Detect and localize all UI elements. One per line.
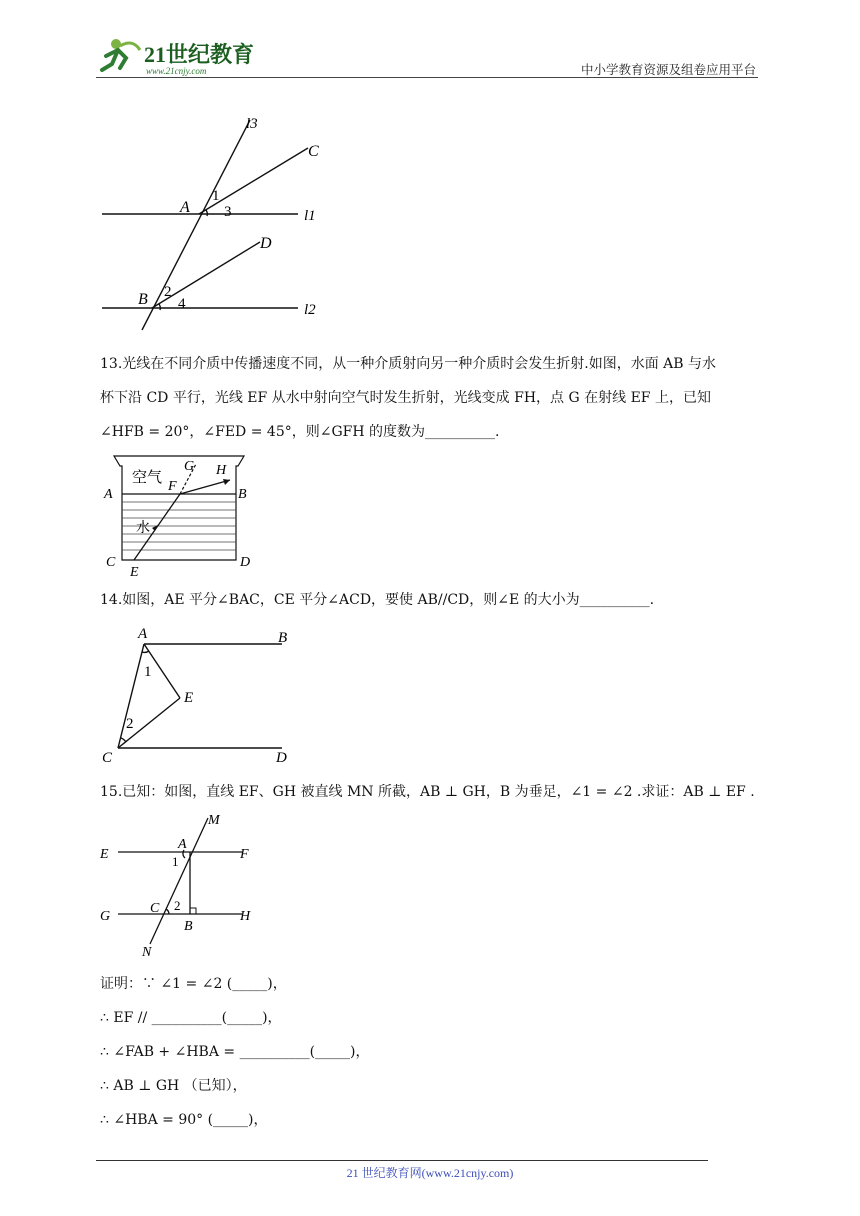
label-l3: l3 bbox=[246, 116, 258, 132]
label-c: C bbox=[150, 901, 160, 916]
label-c: C bbox=[106, 555, 116, 570]
angle-1-label: 1 bbox=[172, 854, 179, 869]
angle-3-label: 3 bbox=[224, 204, 232, 220]
label-b: B bbox=[278, 630, 288, 646]
q15-line1: 15.已知：如图，直线 EF、GH 被直线 MN 所截，AB ⊥ GH，B 为垂足，∠1 = ∠2 .求证：AB ⊥ EF . bbox=[100, 784, 755, 800]
site-logo bbox=[96, 34, 256, 78]
proof-line5: ∴ ∠HBA = 90° (_____)， bbox=[100, 1112, 268, 1128]
label-a: A bbox=[104, 487, 113, 502]
q13-line2: 杯下沿 CD 平行，光线 EF 从水中射向空气时发生折射，光线变成 FH，点 G 在射线 EF 上，已知 bbox=[100, 390, 711, 406]
label-a: A bbox=[178, 837, 187, 852]
proof-line3: ∴ ∠FAB + ∠HBA = __________(_____)， bbox=[100, 1044, 370, 1060]
label-a: A bbox=[138, 626, 148, 642]
footer-divider bbox=[96, 1160, 708, 1161]
angle-4-label: 4 bbox=[178, 296, 186, 312]
label-e: E bbox=[184, 690, 194, 706]
angle-1-label: 1 bbox=[144, 664, 152, 680]
figure-water-cup bbox=[100, 452, 260, 580]
figure-perpendicular bbox=[96, 810, 276, 960]
label-b: B bbox=[238, 487, 247, 502]
label-m: M bbox=[208, 813, 220, 828]
proof-line1: 证明：∵ ∠1 = ∠2 (_____)， bbox=[100, 976, 287, 992]
label-d: D bbox=[276, 750, 287, 766]
q13-line1: 13.光线在不同介质中传播速度不同，从一种介质射向另一种介质时会发生折射.如图，水面 AB 与水 bbox=[100, 356, 717, 372]
angle-2-label: 2 bbox=[126, 716, 134, 732]
platform-name: 中小学教育资源及组卷应用平台 bbox=[580, 62, 756, 77]
label-h: H bbox=[216, 463, 227, 478]
label-c: C bbox=[308, 143, 319, 160]
label-g: G bbox=[100, 909, 111, 924]
label-c: C bbox=[102, 750, 113, 766]
label-l1: l1 bbox=[304, 208, 316, 224]
label-e: E bbox=[130, 565, 139, 580]
q14-line1: 14.如图，AE 平分∠BAC，CE 平分∠ACD，要使 AB//CD，则∠E 的大小为__________. bbox=[100, 592, 655, 608]
header-divider bbox=[96, 77, 758, 78]
air-label: 空气 bbox=[132, 470, 163, 486]
label-a: A bbox=[180, 199, 190, 216]
label-b: B bbox=[138, 291, 148, 308]
label-d: D bbox=[260, 235, 272, 252]
label-b: B bbox=[184, 919, 193, 934]
footer-link[interactable]: 21 世纪教育网(www.21cnjy.com) bbox=[346, 1166, 514, 1180]
label-h: H bbox=[240, 909, 251, 924]
label-f: F bbox=[168, 479, 177, 494]
angle-2-label: 2 bbox=[174, 898, 181, 913]
angle-2-label: 2 bbox=[164, 284, 172, 300]
proof-line2: ∴ EF // __________(_____)， bbox=[100, 1010, 282, 1026]
proof-line4: ∴ AB ⊥ GH （已知）， bbox=[100, 1078, 247, 1094]
label-e: E bbox=[100, 847, 109, 862]
angle-1-label: 1 bbox=[212, 188, 220, 204]
figure-parallel-lines bbox=[96, 108, 336, 338]
label-d: D bbox=[240, 555, 251, 570]
label-f: F bbox=[240, 847, 249, 862]
figure-angle-bisectors bbox=[96, 620, 306, 770]
label-g: G bbox=[184, 459, 195, 474]
runner-icon bbox=[102, 39, 140, 70]
label-n: N bbox=[142, 945, 152, 960]
q13-line3: ∠HFB = 20°，∠FED = 45°，则∠GFH 的度数为__________. bbox=[100, 424, 500, 440]
logo-text: 21世纪教育 bbox=[144, 42, 255, 67]
logo-subtext: www.21cnjy.com bbox=[146, 66, 207, 76]
water-label: 水 bbox=[136, 521, 150, 536]
label-l2: l2 bbox=[304, 302, 316, 318]
